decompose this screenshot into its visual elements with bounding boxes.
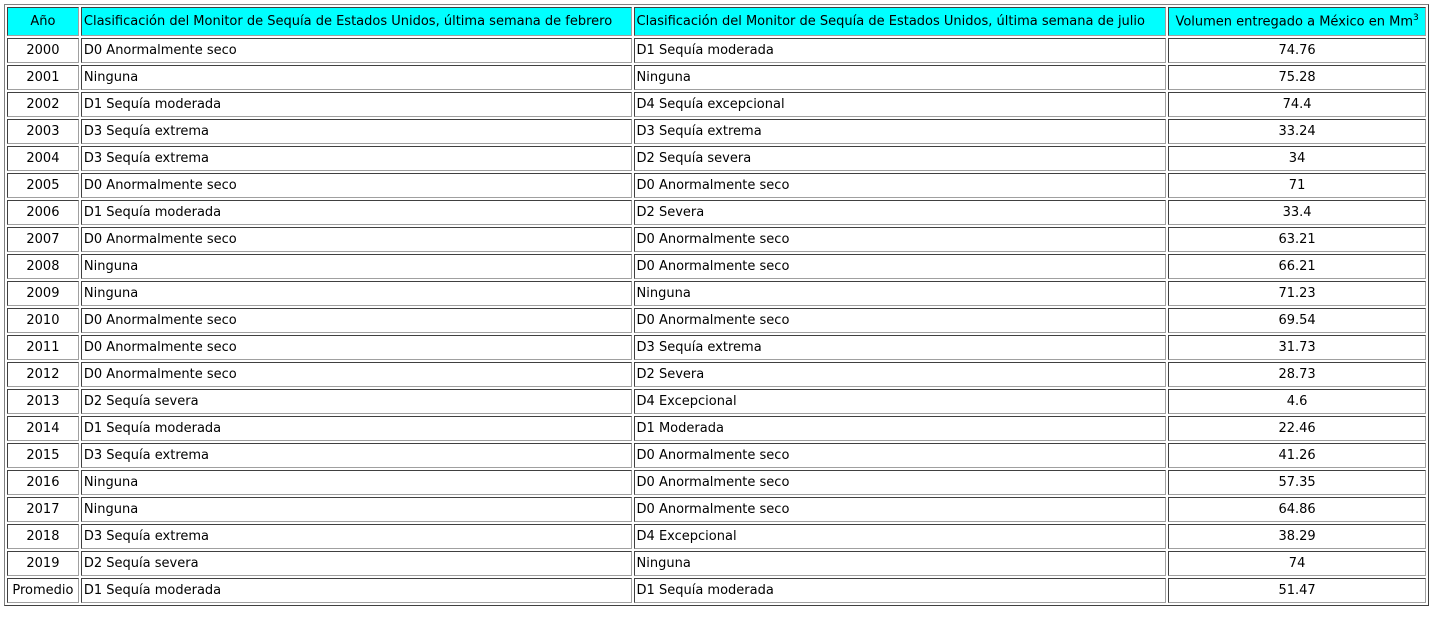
- cell-volume: 22.46: [1168, 416, 1426, 441]
- cell-year: 2009: [7, 281, 79, 306]
- cell-year: 2013: [7, 389, 79, 414]
- cell-year: 2007: [7, 227, 79, 252]
- header-volume: [1168, 7, 1426, 36]
- cell-feb-classification: D2 Sequía severa: [81, 551, 632, 576]
- cell-jul-classification: D1 Sequía moderada: [634, 38, 1167, 63]
- table-row: [7, 335, 1426, 360]
- table-row: [7, 65, 1426, 90]
- table-row: [7, 281, 1426, 306]
- cell-feb-classification: D3 Sequía extrema: [81, 119, 632, 144]
- cell-year: 2005: [7, 173, 79, 198]
- cell-year: 2011: [7, 335, 79, 360]
- cell-jul-classification: D0 Anormalmente seco: [634, 308, 1167, 333]
- cell-jul-classification: D0 Anormalmente seco: [634, 470, 1167, 495]
- table-row: [7, 389, 1426, 414]
- cell-year: 2012: [7, 362, 79, 387]
- cell-volume: 28.73: [1168, 362, 1426, 387]
- cell-feb-classification: D0 Anormalmente seco: [81, 38, 632, 63]
- table-row: [7, 497, 1426, 522]
- cell-year: 2014: [7, 416, 79, 441]
- table-row: [7, 524, 1426, 549]
- cell-volume: 74.4: [1168, 92, 1426, 117]
- cell-feb-classification: D0 Anormalmente seco: [81, 173, 632, 198]
- cell-jul-classification: D0 Anormalmente seco: [634, 254, 1167, 279]
- cell-feb-classification: D0 Anormalmente seco: [81, 362, 632, 387]
- cell-year: 2019: [7, 551, 79, 576]
- cell-jul-classification: D0 Anormalmente seco: [634, 173, 1167, 198]
- cell-volume: 74: [1168, 551, 1426, 576]
- table-row: [7, 362, 1426, 387]
- cell-jul-classification: D3 Sequía extrema: [634, 335, 1167, 360]
- cell-year: 2018: [7, 524, 79, 549]
- cell-feb-classification: Ninguna: [81, 281, 632, 306]
- header-jul-classification: Clasificación del Monitor de Sequía de Estados Unidos, última semana de julio: [634, 7, 1167, 36]
- table-row: [7, 443, 1426, 468]
- cell-year: 2004: [7, 146, 79, 171]
- cell-jul-classification: Ninguna: [634, 65, 1167, 90]
- header-volume-superscript: 3: [1412, 13, 1419, 24]
- cell-feb-classification: Ninguna: [81, 497, 632, 522]
- cell-jul-classification: D3 Sequía extrema: [634, 119, 1167, 144]
- cell-jul-classification: D4 Excepcional: [634, 389, 1167, 414]
- cell-year: Promedio: [7, 578, 79, 603]
- cell-jul-classification: D0 Anormalmente seco: [634, 227, 1167, 252]
- cell-volume: 38.29: [1168, 524, 1426, 549]
- header-row: [7, 7, 1426, 36]
- cell-feb-classification: D0 Anormalmente seco: [81, 227, 632, 252]
- cell-volume: 71.23: [1168, 281, 1426, 306]
- cell-feb-classification: D3 Sequía extrema: [81, 524, 632, 549]
- cell-feb-classification: Ninguna: [81, 470, 632, 495]
- cell-volume: 33.24: [1168, 119, 1426, 144]
- cell-feb-classification: D3 Sequía extrema: [81, 146, 632, 171]
- cell-volume: 71: [1168, 173, 1426, 198]
- cell-volume: 57.35: [1168, 470, 1426, 495]
- header-feb-classification: Clasificación del Monitor de Sequía de Estados Unidos, última semana de febrero: [81, 7, 632, 36]
- cell-year: 2017: [7, 497, 79, 522]
- cell-jul-classification: D1 Moderada: [634, 416, 1167, 441]
- drought-volume-table: [4, 4, 1429, 606]
- table-row: [7, 470, 1426, 495]
- cell-feb-classification: D0 Anormalmente seco: [81, 308, 632, 333]
- cell-jul-classification: D4 Sequía excepcional: [634, 92, 1167, 117]
- table-row: [7, 146, 1426, 171]
- cell-year: 2002: [7, 92, 79, 117]
- cell-volume: 33.4: [1168, 200, 1426, 225]
- table-container: [4, 4, 1429, 606]
- cell-year: 2000: [7, 38, 79, 63]
- table-row: [7, 200, 1426, 225]
- cell-year: 2008: [7, 254, 79, 279]
- cell-year: 2001: [7, 65, 79, 90]
- cell-volume: 4.6: [1168, 389, 1426, 414]
- cell-volume: 74.76: [1168, 38, 1426, 63]
- cell-volume: 64.86: [1168, 497, 1426, 522]
- cell-volume: 31.73: [1168, 335, 1426, 360]
- table-row: [7, 173, 1426, 198]
- table-row: [7, 578, 1426, 603]
- cell-feb-classification: D1 Sequía moderada: [81, 416, 632, 441]
- cell-feb-classification: D3 Sequía extrema: [81, 443, 632, 468]
- cell-volume: 69.54: [1168, 308, 1426, 333]
- cell-jul-classification: D0 Anormalmente seco: [634, 497, 1167, 522]
- table-row: [7, 416, 1426, 441]
- cell-jul-classification: D2 Severa: [634, 362, 1167, 387]
- cell-volume: 41.26: [1168, 443, 1426, 468]
- cell-jul-classification: Ninguna: [634, 551, 1167, 576]
- cell-volume: 34: [1168, 146, 1426, 171]
- cell-jul-classification: D2 Severa: [634, 200, 1167, 225]
- table-row: [7, 38, 1426, 63]
- cell-feb-classification: D1 Sequía moderada: [81, 200, 632, 225]
- cell-feb-classification: Ninguna: [81, 254, 632, 279]
- cell-jul-classification: D1 Sequía moderada: [634, 578, 1167, 603]
- cell-volume: 51.47: [1168, 578, 1426, 603]
- cell-feb-classification: Ninguna: [81, 65, 632, 90]
- table-row: [7, 227, 1426, 252]
- cell-jul-classification: D4 Excepcional: [634, 524, 1167, 549]
- cell-feb-classification: D2 Sequía severa: [81, 389, 632, 414]
- header-volume-label: Volumen entregado a México en Mm: [1175, 14, 1413, 30]
- cell-feb-classification: D1 Sequía moderada: [81, 92, 632, 117]
- cell-jul-classification: Ninguna: [634, 281, 1167, 306]
- table-row: [7, 308, 1426, 333]
- table-body: [7, 38, 1426, 603]
- table-row: [7, 92, 1426, 117]
- cell-volume: 75.28: [1168, 65, 1426, 90]
- cell-jul-classification: D2 Sequía severa: [634, 146, 1167, 171]
- cell-feb-classification: D1 Sequía moderada: [81, 578, 632, 603]
- cell-year: 2010: [7, 308, 79, 333]
- table-row: [7, 254, 1426, 279]
- cell-feb-classification: D0 Anormalmente seco: [81, 335, 632, 360]
- cell-year: 2016: [7, 470, 79, 495]
- cell-volume: 66.21: [1168, 254, 1426, 279]
- cell-year: 2003: [7, 119, 79, 144]
- cell-year: 2006: [7, 200, 79, 225]
- header-year: Año: [7, 7, 79, 36]
- cell-year: 2015: [7, 443, 79, 468]
- cell-jul-classification: D0 Anormalmente seco: [634, 443, 1167, 468]
- cell-volume: 63.21: [1168, 227, 1426, 252]
- table-row: [7, 551, 1426, 576]
- table-row: [7, 119, 1426, 144]
